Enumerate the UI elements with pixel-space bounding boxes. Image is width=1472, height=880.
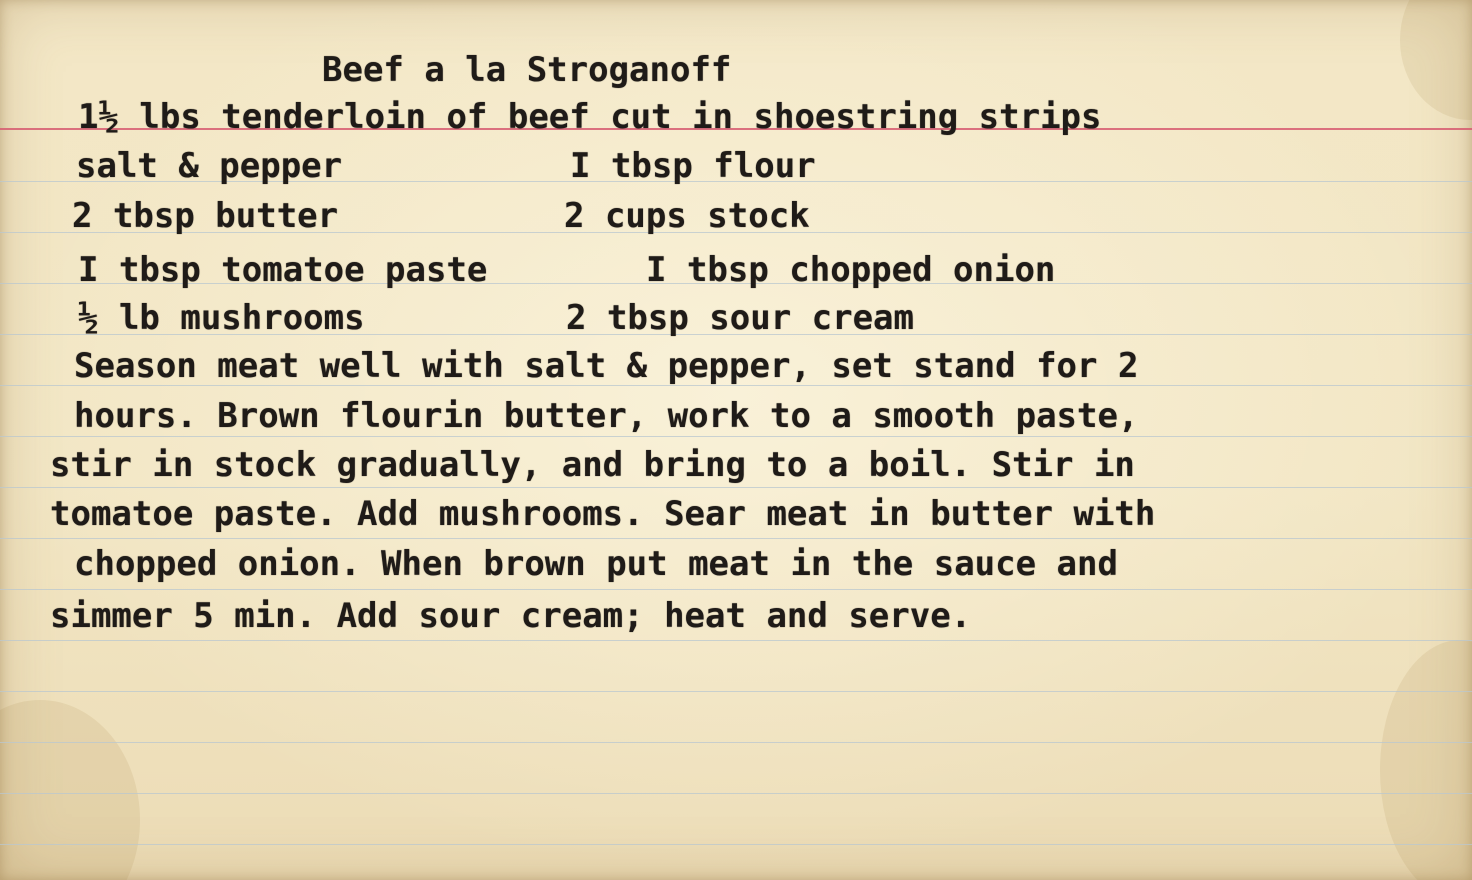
instruction-line: stir in stock gradually, and bring to a boil. Stir in <box>50 445 1135 485</box>
ruled-line <box>0 487 1472 488</box>
ingredient-line: ½ lb mushrooms <box>78 298 365 338</box>
paper-stain <box>1400 0 1472 120</box>
paper-stain <box>0 700 140 880</box>
ingredient-line: 2 tbsp sour cream <box>566 298 914 338</box>
ruled-line <box>0 844 1472 845</box>
ingredient-line: 1½ lbs tenderloin of beef cut in shoestring strips <box>78 97 1102 137</box>
ingredient-line: 2 tbsp butter <box>72 196 339 236</box>
ruled-line <box>0 793 1472 794</box>
instruction-line: simmer 5 min. Add sour cream; heat and serve. <box>50 596 972 636</box>
ingredient-line: 2 cups stock <box>564 196 810 236</box>
ruled-line <box>0 742 1472 743</box>
ingredient-line: salt & pepper <box>76 146 343 186</box>
instruction-line: chopped onion. When brown put meat in the sauce and <box>74 544 1118 584</box>
ingredient-line: I tbsp chopped onion <box>646 250 1056 290</box>
ruled-line <box>0 691 1472 692</box>
instruction-line: tomatoe paste. Add mushrooms. Sear meat in butter with <box>50 494 1156 534</box>
ruled-line <box>0 640 1472 641</box>
ruled-line <box>0 436 1472 437</box>
ingredient-line: I tbsp flour <box>570 146 816 186</box>
instruction-line: Season meat well with salt & pepper, set stand for 2 <box>74 346 1139 386</box>
ruled-line <box>0 589 1472 590</box>
ingredient-line: I tbsp tomatoe paste <box>78 250 488 290</box>
recipe-title: Beef a la Stroganoff <box>322 50 732 90</box>
ruled-line <box>0 538 1472 539</box>
instruction-line: hours. Brown flourin butter, work to a smooth paste, <box>74 396 1139 436</box>
